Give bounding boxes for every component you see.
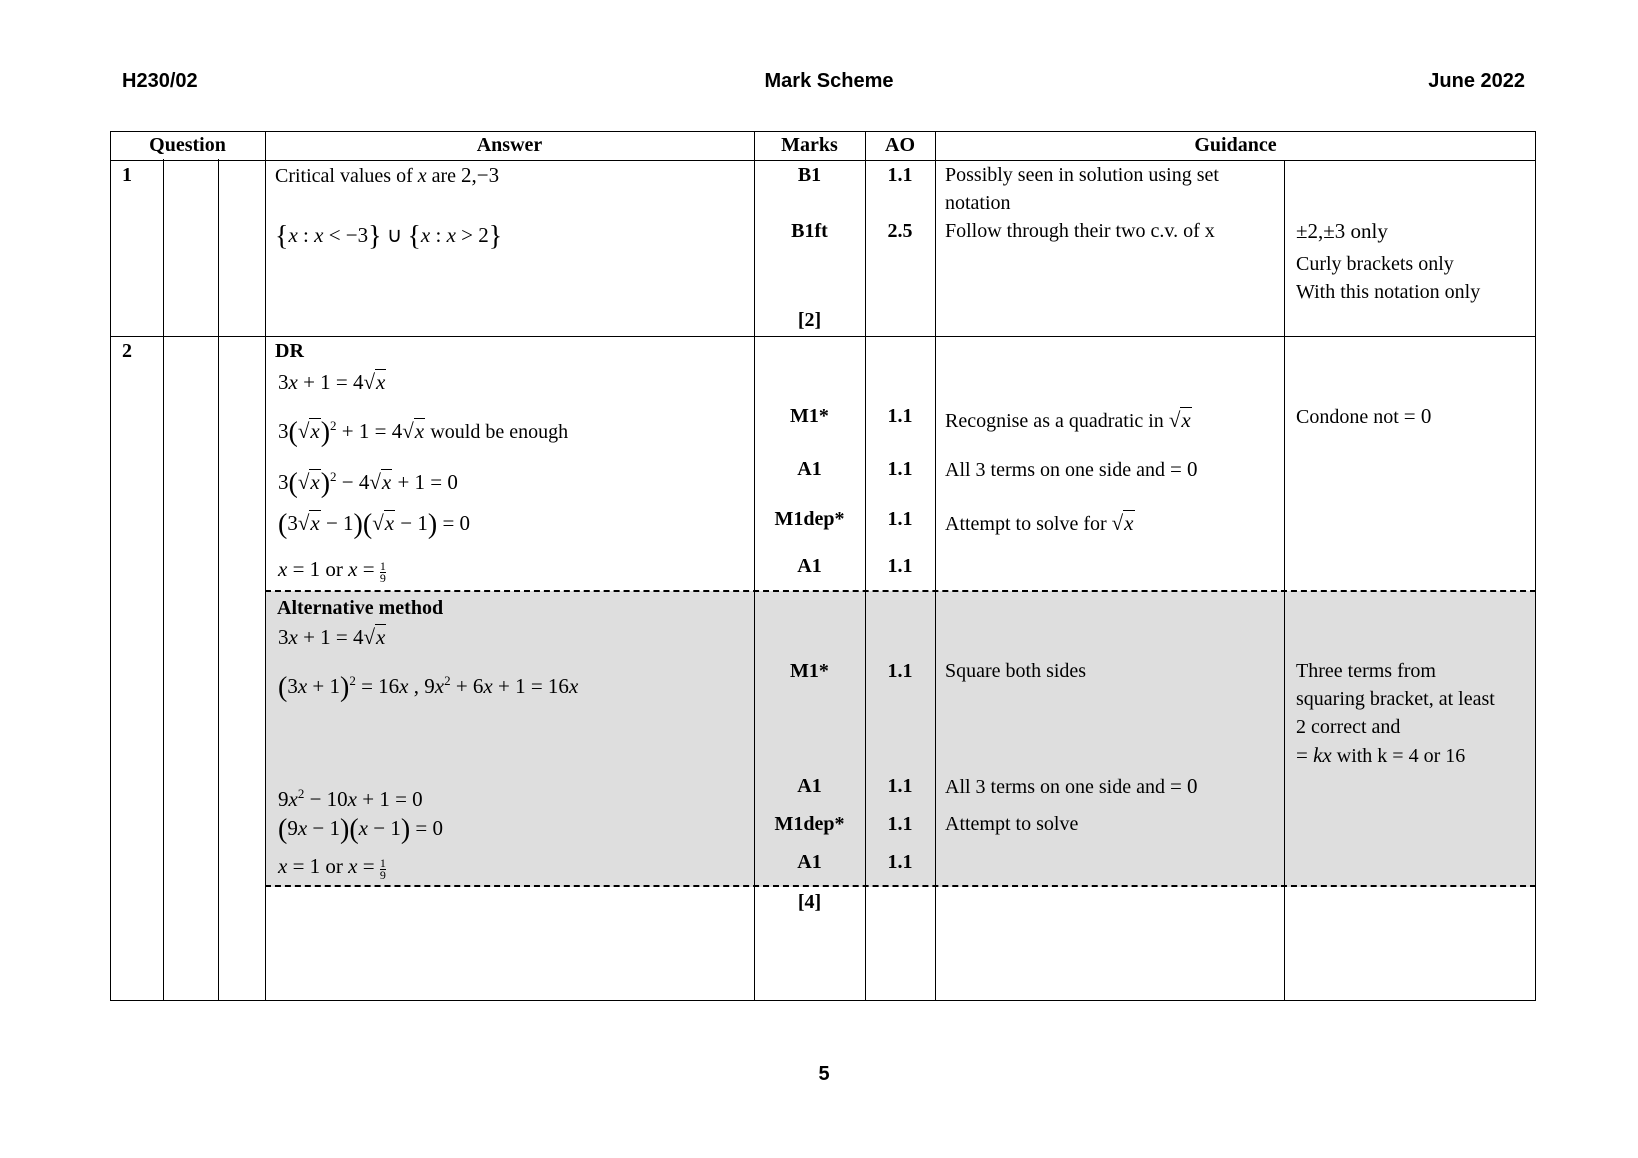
ao-value: 1.1: [887, 813, 913, 835]
working-line: x = 1 or x = $\frac{1}{9}$: [278, 854, 386, 882]
mark: M1*: [790, 660, 829, 682]
guidance-text: Possibly seen in solution using set notation: [945, 164, 1219, 214]
mark: B1: [797, 164, 822, 186]
exam-code: H230/02: [122, 70, 198, 92]
page-number: 5: [818, 1063, 830, 1085]
question-number: 2: [122, 340, 132, 362]
guidance-extra: = kx with k = 4 or 16: [1296, 743, 1466, 767]
total-marks: [2]: [797, 309, 822, 331]
method-label: DR: [275, 340, 304, 362]
guidance-extra: Curly brackets only: [1296, 253, 1454, 275]
column-divider: [218, 131, 219, 1001]
guidance-extra: squaring bracket, at least: [1296, 688, 1495, 710]
ao-value: 1.1: [887, 405, 913, 427]
guidance-text: Attempt to solve for √x: [945, 511, 1134, 535]
working-line: x = 1 or x = $\frac{1}{9}$: [278, 557, 386, 585]
ao-value: 1.1: [887, 508, 913, 530]
guidance-extra: Condone not = 0: [1296, 404, 1432, 428]
page-title: Mark Scheme: [764, 70, 894, 92]
working-line: $9x^2 - 10x + 1 = 0$: [278, 786, 423, 811]
working-line: 3x + 1 = 4√x: [278, 370, 386, 394]
working-line: 3x + 1 = 4√x: [278, 625, 386, 649]
guidance-text: Recognise as a quadratic in √x: [945, 408, 1191, 432]
mark: A1: [797, 775, 822, 797]
header-marks: Marks: [781, 134, 838, 156]
guidance-extra: With this notation only: [1296, 281, 1481, 303]
mark: M1dep*: [774, 508, 845, 530]
mark: A1: [797, 555, 822, 577]
answer-line: Critical values of x are 2,−3: [275, 163, 500, 187]
guidance-divider: [1284, 160, 1285, 1001]
mark: B1ft: [791, 220, 828, 242]
ao-value: 2.5: [887, 220, 913, 242]
header-answer: Answer: [476, 134, 543, 156]
ao-value: 1.1: [887, 851, 913, 873]
column-divider: [935, 131, 936, 1001]
mark: A1: [797, 458, 822, 480]
working-line: $3(√x)^2 - 4√x + 1 = 0$: [278, 468, 458, 499]
header-ao: AO: [885, 134, 915, 156]
mark: M1*: [790, 405, 829, 427]
column-divider: [265, 131, 266, 1001]
exam-date: June 2022: [1428, 70, 1525, 92]
guidance-extra: ±2,±3 only: [1296, 219, 1388, 243]
working-line: (3√x − 1)(√x − 1) = 0: [278, 509, 471, 540]
dashed-rule: [265, 590, 1536, 592]
guidance-text: Follow through their two c.v. of x: [945, 220, 1215, 242]
guidance-text: All 3 terms on one side and = 0: [945, 457, 1198, 481]
ao-value: 1.1: [887, 555, 913, 577]
mark: A1: [797, 851, 822, 873]
guidance-text: Attempt to solve: [945, 813, 1079, 835]
dashed-rule: [265, 885, 1536, 887]
answer-set-notation: {x : x < −3} ∪ {x : x > 2}: [275, 221, 503, 252]
ao-value: 1.1: [887, 775, 913, 797]
guidance-text: All 3 terms on one side and = 0: [945, 774, 1198, 798]
column-divider: [163, 131, 164, 1001]
total-marks: [4]: [797, 891, 822, 913]
row-rule: [110, 336, 1536, 337]
method-label: Alternative method: [277, 597, 444, 619]
working-line: $(3x + 1)^2 = 16x$ , $9x^2 + 6x + 1 = 16x$: [278, 672, 579, 703]
ao-value: 1.1: [887, 660, 913, 682]
question-number: 1: [122, 164, 132, 186]
mark: M1dep*: [774, 813, 845, 835]
header-question: Question: [149, 134, 226, 156]
ao-value: 1.1: [887, 458, 913, 480]
header-guidance: Guidance: [1194, 134, 1277, 156]
working-line: (9x − 1)(x − 1) = 0: [278, 814, 443, 845]
working-line: $3(√x)^2 + 1 = 4√x$ would be enough: [278, 417, 569, 448]
guidance-extra: 2 correct and: [1296, 716, 1401, 738]
ao-value: 1.1: [887, 164, 913, 186]
guidance-extra: Three terms from: [1296, 660, 1436, 682]
guidance-text: Square both sides: [945, 660, 1087, 682]
